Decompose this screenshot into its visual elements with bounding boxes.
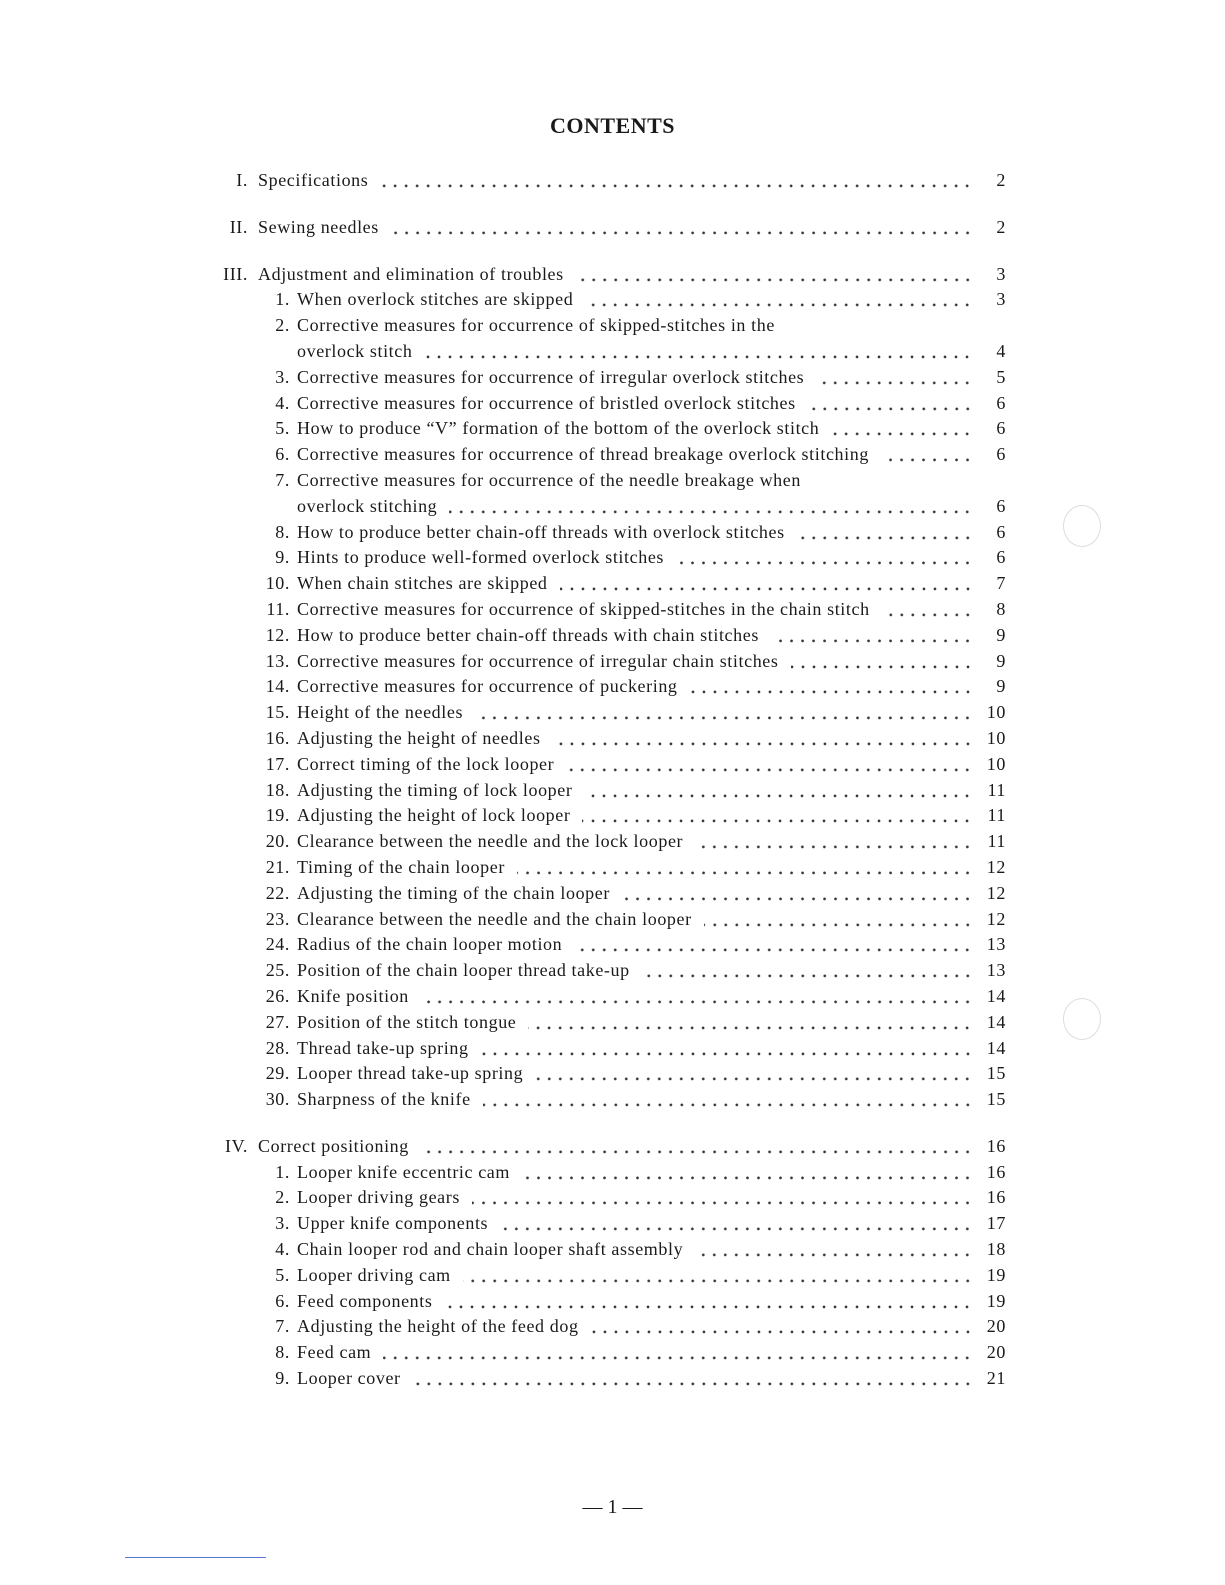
dot-leader [449,494,973,520]
page-number: 12 [986,856,1006,877]
entry-line [297,520,973,546]
page-number: 3 [996,263,1006,284]
entry-line [297,494,973,520]
item-number: 25. [265,960,290,981]
item-number: 28. [265,1037,290,1058]
table-of-contents [0,168,1225,1392]
toc-item [0,881,1225,907]
section-gap [0,1113,1225,1134]
dot-leader [566,752,973,778]
toc-item [0,1314,1225,1340]
dot-leader [642,958,973,984]
entry-title: Corrective measures for occurrence of irregular overlock stitches [297,366,805,387]
item-number: 3. [275,366,290,387]
toc-item [0,1366,1225,1392]
entry-line [297,1087,973,1113]
dot-leader [591,1314,973,1340]
item-number: 11. [266,598,290,619]
item-number: 6. [275,444,290,465]
toc-item [0,778,1225,804]
entry-line [297,339,973,365]
toc-item [0,597,1225,623]
toc-item [0,623,1225,649]
toc-item [0,726,1225,752]
dot-leader [528,1010,973,1036]
entry-title: Corrective measures for occurrence of irregular chain stitches [297,650,779,671]
dot-leader [424,339,973,365]
entry-title: Chain looper rod and chain looper shaft assembly [297,1239,684,1260]
toc-item [0,700,1225,726]
entry-line [297,365,973,391]
dot-leader [808,391,973,417]
entry-line [297,597,973,623]
page-number: 2 [996,170,1006,190]
entry-title: Looper driving gears [297,1187,460,1208]
entry-title: Adjusting the timing of lock looper [297,779,573,800]
toc-item [0,1160,1225,1186]
dot-leader [553,726,973,752]
entry-line [297,752,973,778]
entry-title: Clearance between the needle and the lock looper [297,831,684,852]
page-number: 15 [986,1089,1006,1110]
entry-title: Looper thread take-up spring [297,1063,524,1084]
entry-title: How to produce better chain-off threads with chain stitches [297,624,759,645]
entry-line [297,1314,973,1340]
page-number: 20 [986,1316,1006,1337]
section-numeral: IV. [225,1135,248,1156]
item-number: 4. [275,1239,290,1260]
page-number: 15 [986,1063,1006,1084]
entry-line [297,287,973,313]
toc-item [0,339,1225,365]
dot-leader [881,442,973,468]
dot-leader [383,1340,973,1366]
entry-line [297,1061,973,1087]
entry-title: Specifications [258,170,369,190]
toc-item [0,416,1225,442]
entry-title: Adjusting the timing of the chain looper [297,882,610,903]
entry-title: Height of the needles [297,702,464,723]
entry-line [297,623,973,649]
entry-line [297,984,973,1010]
toc-item [0,1010,1225,1036]
item-number: 15. [265,702,290,723]
entry-line [297,855,973,881]
page-number: 2 [996,216,1006,237]
page-number: 13 [986,934,1006,955]
page-number: 19 [986,1264,1006,1285]
entry-title: Sewing needles [258,216,379,237]
entry-title: Looper cover [297,1368,401,1389]
toc-section [0,168,1225,194]
item-number: 10. [265,573,290,594]
page-number: 12 [986,882,1006,903]
dot-leader [831,416,973,442]
dot-leader [582,803,973,829]
toc-item [0,829,1225,855]
entry-line [297,700,973,726]
page-number: 9 [996,650,1006,671]
dot-leader [797,520,973,546]
page-number: 13 [986,960,1006,981]
page-number: 10 [986,753,1006,774]
toc-item [0,1289,1225,1315]
entry-title: Corrective measures for occurrence of puckering [297,676,678,697]
page-number: 4 [996,340,1006,361]
dot-leader [574,932,973,958]
entry-line [297,958,973,984]
page-number: 7 [996,573,1006,594]
dot-leader [483,1087,973,1113]
page-number: 18 [986,1239,1006,1260]
dot-leader [576,262,973,288]
entry-title: When chain stitches are skipped [297,573,548,594]
page-number: 10 [986,727,1006,748]
entry-title: Correct timing of the lock looper [297,753,555,774]
item-number: 4. [275,392,290,413]
toc-item [0,287,1225,313]
entry-title: Sharpness of the knife [297,1089,471,1110]
entry-title: Correct positioning [258,1135,409,1156]
toc-item [0,468,1225,494]
entry-line [297,545,973,571]
dot-leader [463,1263,973,1289]
toc-section [0,262,1225,288]
dot-leader [695,829,973,855]
toc-item [0,984,1225,1010]
entry-title: Adjusting the height of lock looper [297,805,571,826]
page-title: CONTENTS [549,113,676,138]
entry-line [297,1160,973,1186]
dot-leader [584,778,973,804]
entry-title: When overlock stitches are skipped [297,289,574,310]
dot-leader [500,1211,973,1237]
punch-hole-icon [1063,505,1101,547]
entry-title: How to produce better chain-off threads with overlock stitches [297,521,785,542]
page-number: 6 [996,418,1006,439]
entry-title: Radius of the chain looper motion [297,934,563,955]
toc-item [0,855,1225,881]
dot-leader [690,674,973,700]
page-number: 5 [996,366,1006,387]
toc-item [0,391,1225,417]
dot-leader [391,215,973,241]
entry-line [297,1036,973,1062]
dot-leader [475,700,973,726]
entry-title: Adjusting the height of the feed dog [297,1316,579,1337]
page-number: 14 [986,985,1006,1006]
toc-item [0,545,1225,571]
entry-line [297,416,973,442]
item-number: 1. [275,289,290,310]
toc-item [0,932,1225,958]
entry-title: Feed components [297,1290,433,1311]
item-number: 5. [275,1264,290,1285]
item-number: 16. [265,727,290,748]
page-number: 3 [996,289,1006,310]
page-number: 6 [996,444,1006,465]
page-number: 17 [986,1213,1006,1234]
item-number: 2. [275,1187,290,1208]
punch-hole-icon [1063,998,1101,1040]
item-number: 9. [275,547,290,568]
entry-title: Position of the stitch tongue [297,1011,517,1032]
divider [125,1557,266,1558]
item-number: 24. [265,934,290,955]
toc-item [0,1263,1225,1289]
entry-line [258,262,973,288]
entry-line [297,442,973,468]
page-number: 8 [996,598,1006,619]
page-number: 14 [986,1011,1006,1032]
item-number: 2. [275,315,290,336]
page-number: 21 [986,1368,1006,1389]
entry-line [297,674,973,700]
dot-leader [816,365,973,391]
entry-line [297,1340,973,1366]
dot-leader [413,1366,973,1392]
item-number: 17. [265,753,290,774]
entry-line [297,1263,973,1289]
item-number: 14. [265,676,290,697]
page-number: — 1 — [582,1496,643,1518]
item-number: 21. [265,856,290,877]
entry-line [297,1366,973,1392]
entry-line [297,778,973,804]
dot-leader [472,1185,973,1211]
page-number: 6 [996,392,1006,413]
dot-leader [695,1237,973,1263]
toc-item [0,803,1225,829]
item-number: 26. [265,985,290,1006]
toc-item [0,571,1225,597]
entry-title: overlock stitch [297,340,413,361]
page-number: 19 [986,1290,1006,1311]
page-number: 10 [986,702,1006,723]
item-number: 30. [265,1089,290,1110]
entry-line [297,726,973,752]
entry-line [297,1185,973,1211]
page-number: 16 [986,1161,1006,1182]
entry-line [258,215,973,241]
page-number: 11 [987,779,1006,800]
dot-leader [444,1289,973,1315]
section-gap [0,241,1225,262]
entry-line [297,391,973,417]
toc-item [0,1087,1225,1113]
toc-item [0,1237,1225,1263]
page-number: 6 [996,521,1006,542]
toc-item [0,1340,1225,1366]
dot-leader [560,571,973,597]
dot-leader [622,881,973,907]
page-number: 11 [987,805,1006,826]
entry-title: Adjusting the height of needles [297,727,541,748]
toc-section [0,1134,1225,1160]
entry-line [258,168,973,194]
dot-leader [676,545,973,571]
item-number: 8. [275,521,290,542]
entry-title: Upper knife components [297,1213,489,1234]
dot-leader [421,1134,973,1160]
section-numeral: I. [236,170,248,190]
entry-line [297,313,973,339]
item-number: 3. [275,1213,290,1234]
entry-line [297,907,973,933]
entry-line [297,803,973,829]
item-number: 20. [265,831,290,852]
item-number: 22. [265,882,290,903]
toc-section [0,215,1225,241]
page-number: 16 [986,1187,1006,1208]
toc-item [0,907,1225,933]
toc-item [0,649,1225,675]
entry-title: Timing of the chain looper [297,856,505,877]
toc-item [0,365,1225,391]
item-number: 7. [275,469,290,490]
entry-title: Corrective measures for occurrence of thread breakage overlock stitching [297,444,869,465]
entry-line [258,1134,973,1160]
item-number: 18. [265,779,290,800]
entry-line [297,571,973,597]
entry-title: Corrective measures for occurrence of skipped-stitches in the [297,315,775,336]
page-number: 6 [996,495,1006,516]
dot-leader [771,623,973,649]
item-number: 8. [275,1342,290,1363]
toc-item [0,1061,1225,1087]
toc-item [0,313,1225,339]
entry-title: Feed cam [297,1342,372,1363]
toc-item [0,442,1225,468]
toc-item [0,752,1225,778]
entry-title: Knife position [297,985,409,1006]
entry-line [297,829,973,855]
dot-leader [535,1061,973,1087]
section-numeral: II. [229,216,248,237]
toc-item [0,674,1225,700]
dot-leader [791,649,974,675]
dot-leader [704,907,973,933]
item-number: 5. [275,418,290,439]
section-gap [0,194,1225,215]
item-number: 23. [265,908,290,929]
entry-line [297,1237,973,1263]
toc-item [0,494,1225,520]
entry-title: Corrective measures for occurrence of skipped-stitches in the chain stitch [297,598,870,619]
entry-line [297,1289,973,1315]
dot-leader [380,168,973,194]
entry-line [297,881,973,907]
entry-title: overlock stitching [297,495,438,516]
page-number: 12 [986,908,1006,929]
page-number: 20 [986,1342,1006,1363]
dot-leader [517,855,973,881]
entry-title: Corrective measures for occurrence of bristled overlock stitches [297,392,796,413]
dot-leader [481,1036,973,1062]
entry-title: Looper knife eccentric cam [297,1161,510,1182]
toc-item [0,520,1225,546]
page-number: 16 [986,1135,1006,1156]
item-number: 12. [265,624,290,645]
entry-title: Thread take-up spring [297,1037,469,1058]
section-numeral: III. [223,263,248,284]
toc-item [0,1185,1225,1211]
entry-line [297,1211,973,1237]
entry-title: Hints to produce well-formed overlock stitches [297,547,665,568]
entry-line [297,1010,973,1036]
item-number: 29. [265,1063,290,1084]
item-number: 19. [265,805,290,826]
entry-line [297,649,973,675]
page-number: 6 [996,547,1006,568]
dot-leader [882,597,973,623]
entry-line [297,932,973,958]
toc-item [0,1036,1225,1062]
toc-item [0,1211,1225,1237]
item-number: 7. [275,1316,290,1337]
item-number: 13. [265,650,290,671]
entry-line [297,468,973,494]
page-number: 9 [996,624,1006,645]
item-number: 9. [275,1368,290,1389]
item-number: 27. [265,1011,290,1032]
page-number: 9 [996,676,1006,697]
entry-title: Corrective measures for occurrence of the needle breakage when [297,469,801,490]
dot-leader [522,1160,973,1186]
page-number: 14 [986,1037,1006,1058]
item-number: 6. [275,1290,290,1311]
dot-leader [421,984,973,1010]
entry-title: Position of the chain looper thread take-up [297,960,630,981]
entry-title: Looper driving cam [297,1264,451,1285]
entry-title: Clearance between the needle and the chain looper [297,908,692,929]
dot-leader [585,287,973,313]
item-number: 1. [275,1161,290,1182]
entry-title: Adjustment and elimination of troubles [258,263,564,284]
toc-item [0,958,1225,984]
entry-title: How to produce “V” formation of the bottom of the overlock stitch [297,418,820,439]
page-number: 11 [987,831,1006,852]
